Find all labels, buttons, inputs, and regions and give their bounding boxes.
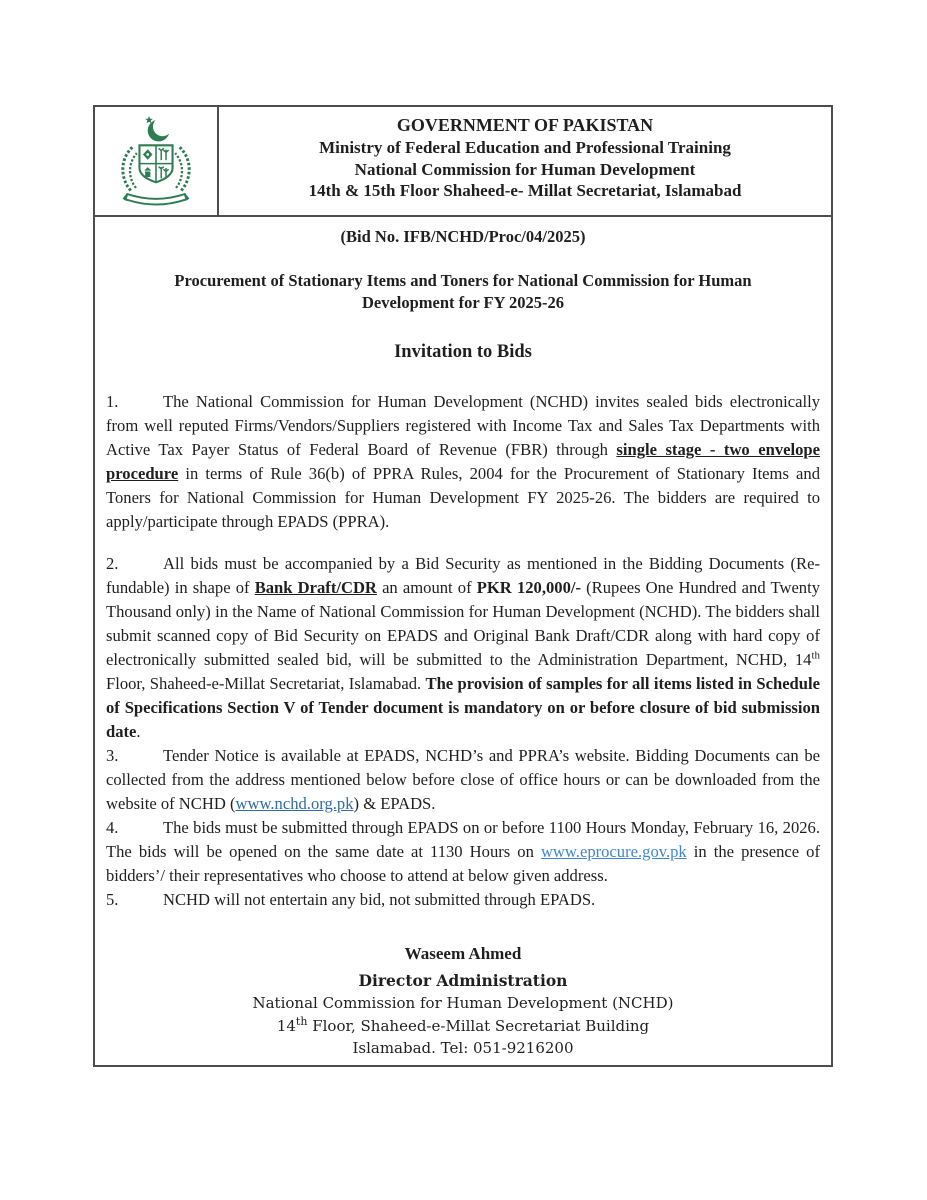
text-segment: The provision of samples for all items listed in Schedule of Specifications Section V of Tender document is mandatory on or before closure of bid submission date (106, 674, 820, 741)
text-segment: The bids must be submitted through EPADS on or before 1100 Hours Monday, February 16, 2026. The bids will be opened on the same date at 1130 Hours on (106, 818, 820, 861)
text-segment: Floor, Shaheed-e-Millat Secretariat, Islamabad. (106, 674, 426, 693)
text-segment: in terms of Rule 36(b) of PPRA Rules, 2004 for the Procurement of Stationary Items and Toners for National Commission for Human Development FY 2025-26. The bidders are required to apply/participate through EPADS (PPRA). (106, 464, 820, 531)
signatory-address: 14th Floor, Shaheed-e-Millat Secretariat Building (276, 1014, 650, 1035)
signature-block (95, 942, 831, 1060)
text-segment: single stage - two envelope procedure (106, 440, 820, 483)
signatory-name: Waseem Ahmed (404, 944, 522, 963)
text-segment: th (811, 649, 820, 662)
signatory-title: Director Administration (358, 971, 568, 990)
text-segment: All bids must be accompanied by a Bid Security as mentioned in the Bidding Documents (Re-fundable) in shape of (106, 554, 820, 597)
address-line: 14th & 15th Floor Shaheed-e- Millat Secretariat, Islamabad (308, 181, 742, 200)
paragraph-3 (106, 744, 820, 816)
paragraph-1 (106, 390, 820, 534)
nchd-website-link[interactable]: www.nchd.org.pk (235, 794, 354, 813)
letterhead-text (219, 107, 831, 215)
paragraph-number: 4. (106, 818, 119, 837)
text-segment: (Rupees One Hundred and Twenty Thousand only) in the Name of National Commission for Human Development (NCHD). The bidders shall submit scanned copy of Bid Security on EPADS and Original Bank Draft/CDR along with hard copy of electronically submitted sealed bid, will be submitted to the Administration Department, NCHD, 14 (106, 578, 821, 669)
paragraph-4 (106, 816, 820, 888)
text-segment: an amount of (376, 578, 477, 597)
text-segment: in the presence of bidders’/ their representatives who choose to attend at below given address. (106, 842, 820, 885)
text-segment: The National Commission for Human Development (NCHD) invites sealed bids electronically from well reputed Firms/Vendors/Suppliers registered with Income Tax and Sales Tax Departments with Active Tax Payer Status of Federal Board of Revenue (FBR) through (106, 392, 820, 459)
ministry-line: Ministry of Federal Education and Professional Training (319, 138, 731, 157)
paragraph-number: 1. (106, 392, 119, 411)
signatory-city-tel: Islamabad. Tel: 051-9216200 (352, 1039, 574, 1057)
bid-number: (Bid No. IFB/NCHD/Proc/04/2025) (340, 227, 586, 246)
text-segment: Bank Draft/CDR (254, 578, 377, 597)
page-title: Invitation to Bids (394, 342, 532, 362)
text-segment: . (136, 722, 141, 741)
text-segment: Tender Notice is available at EPADS, NCHD’s and PPRA’s website. Bidding Documents can be collected from the address mentioned below before close of office hours or can be downloaded from the website of NCHD ( (106, 746, 820, 813)
letterhead (95, 107, 831, 217)
signatory-org: National Commission for Human Development (NCHD) (252, 994, 674, 1012)
eprocure-website-link[interactable]: www.eprocure.gov.pk (540, 842, 687, 861)
text-segment: NCHD will not entertain any bid, not submitted through EPADS. (163, 890, 596, 909)
text-segment: ) & EPADS. (353, 794, 436, 813)
government-title: GOVERNMENT OF PAKISTAN (396, 115, 654, 135)
pakistan-emblem-icon (112, 114, 200, 208)
commission-line: National Commission for Human Development (354, 159, 696, 179)
paragraph-number: 3. (106, 746, 119, 765)
paragraph-number: 2. (106, 554, 119, 573)
paragraph-5 (106, 888, 820, 912)
tender-subject: Procurement of Stationary Items and Toners for National Commission for Human Development for FY 2025-26 (174, 271, 752, 312)
paragraph-number: 5. (106, 890, 119, 909)
text-segment: PKR 120,000/- (476, 578, 582, 597)
emblem-cell (95, 107, 219, 215)
document-border-box (93, 105, 833, 1067)
paragraph-2 (106, 552, 820, 744)
body-paragraphs (95, 390, 831, 912)
